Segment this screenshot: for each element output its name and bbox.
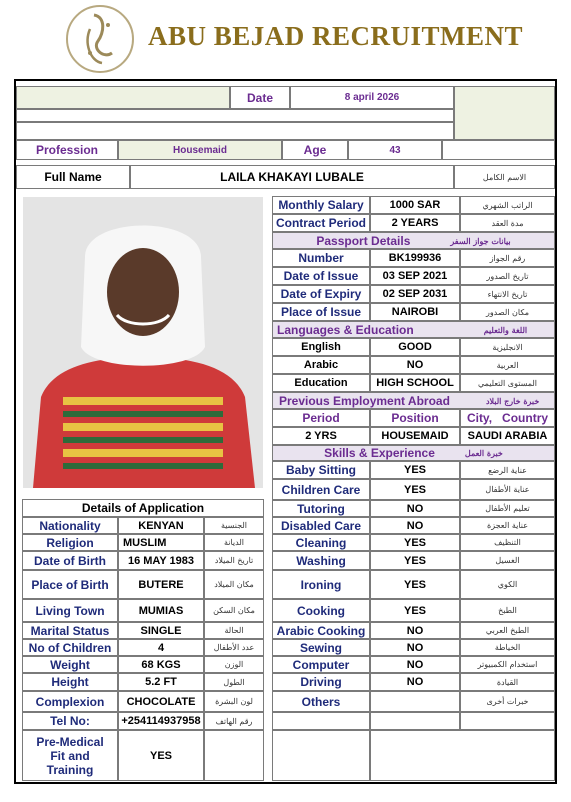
tel-arabic: رقم الهاتف (204, 712, 264, 730)
issue-place-value: NAIROBI (370, 303, 460, 321)
skill-disabled-care-arabic: عناية العجزة (460, 517, 555, 534)
skill-washing-arabic: الغسيل (460, 551, 555, 570)
dob-value: 16 MAY 1983 (118, 551, 204, 570)
dob-arabic: تاريخ الميلاد (204, 551, 264, 570)
salary-label: Monthly Salary (272, 196, 370, 214)
marital-status-value: SINGLE (118, 622, 204, 639)
skill-sewing-label: Sewing (272, 639, 370, 656)
skill-disabled-care-label: Disabled Care (272, 517, 370, 534)
marital-status-label: Marital Status (22, 622, 118, 639)
skill-arabic-cooking-label: Arabic Cooking (272, 622, 370, 639)
others-value (370, 691, 460, 712)
skill-children-care-arabic: عناية الأطفال (460, 479, 555, 500)
date-value: 8 april 2026 (290, 86, 454, 109)
header-blank-right (454, 86, 555, 140)
issue-date-value: 03 SEP 2021 (370, 267, 460, 285)
arabic-label: Arabic (272, 356, 370, 374)
religion-label: Religion (22, 534, 118, 551)
skill-washing-value: YES (370, 551, 460, 570)
others-blank-1a (272, 712, 370, 730)
candidate-photo (23, 197, 263, 488)
company-name: ABU BEJAD RECRUITMENT (148, 21, 524, 51)
salary-arabic: الراتب الشهري (460, 196, 555, 214)
skill-driving-value: NO (370, 673, 460, 691)
passport-number-label: Number (272, 249, 370, 267)
fullname-arabic: الاسم الكامل (454, 165, 555, 189)
others-arabic: خبرات أخرى (460, 691, 555, 712)
employment-position-header: Position (370, 409, 460, 427)
skill-tutoring-arabic: تعليم الأطفال (460, 500, 555, 517)
height-arabic: الطول (204, 673, 264, 691)
living-town-label: Living Town (22, 599, 118, 622)
children-count-label: No of Children (22, 639, 118, 656)
skill-cooking-value: YES (370, 599, 460, 622)
pob-label: Place of Birth (22, 570, 118, 599)
others-blank-1c (460, 712, 555, 730)
skill-computer-arabic: استخدام الكمبيوتر (460, 656, 555, 673)
skill-tutoring-value: NO (370, 500, 460, 517)
expiry-date-value: 02 SEP 2031 (370, 285, 460, 303)
weight-arabic: الوزن (204, 656, 264, 673)
company-logo (60, 3, 140, 75)
skill-children-care-value: YES (370, 479, 460, 500)
employment-section-header: Previous Employment Abroad خبرة خارج البلاد (272, 392, 555, 409)
living-town-arabic: مكان السكن (204, 599, 264, 622)
premedical-arabic (204, 730, 264, 781)
others-label: Others (272, 691, 370, 712)
age-blank (442, 140, 555, 160)
marital-status-arabic: الحالة (204, 622, 264, 639)
education-arabic: المستوى التعليمي (460, 374, 555, 392)
profession-label: Profession (16, 140, 118, 160)
tel-value: +254114937958 (118, 712, 204, 730)
skill-driving-arabic: القيادة (460, 673, 555, 691)
skill-ironing-value: YES (370, 570, 460, 599)
skill-children-care-label: Children Care (272, 479, 370, 500)
children-count-value: 4 (118, 639, 204, 656)
skill-computer-label: Computer (272, 656, 370, 673)
skills-section-header: Skills & Experience خبرة العمل (272, 445, 555, 461)
complexion-value: CHOCOLATE (118, 691, 204, 712)
skill-ironing-label: Ironing (272, 570, 370, 599)
employment-period-header: Period (272, 409, 370, 427)
tel-label: Tel No: (22, 712, 118, 730)
skill-arabic-cooking-arabic: الطبخ العربي (460, 622, 555, 639)
religion-arabic: الديانة (204, 534, 264, 551)
passport-number-value: BK199936 (370, 249, 460, 267)
arabic-arabic: العربية (460, 356, 555, 374)
issue-place-label: Place of Issue (272, 303, 370, 321)
pob-value: BUTERE (118, 570, 204, 599)
skill-baby-sitting-value: YES (370, 461, 460, 479)
employment-position-value: HOUSEMAID (370, 427, 460, 445)
dob-label: Date of Birth (22, 551, 118, 570)
skill-sewing-value: NO (370, 639, 460, 656)
passport-number-arabic: رقم الجواز (460, 249, 555, 267)
profession-value: Housemaid (118, 140, 282, 160)
fullname-label: Full Name (16, 165, 130, 189)
employment-country-header: City, Country (460, 409, 555, 427)
height-value: 5.2 FT (118, 673, 204, 691)
issue-place-arabic: مكان الصدور (460, 303, 555, 321)
skill-computer-value: NO (370, 656, 460, 673)
skill-arabic-cooking-value: NO (370, 622, 460, 639)
skill-washing-label: Washing (272, 551, 370, 570)
contract-label: Contract Period (272, 214, 370, 232)
contract-value: 2 YEARS (370, 214, 460, 232)
weight-label: Weight (22, 656, 118, 673)
arabic-value: NO (370, 356, 460, 374)
living-town-value: MUMIAS (118, 599, 204, 622)
nationality-label: Nationality (22, 517, 118, 534)
skill-cleaning-value: YES (370, 534, 460, 551)
expiry-date-label: Date of Expiry (272, 285, 370, 303)
pob-arabic: مكان الميلاد (204, 570, 264, 599)
salary-value: 1000 SAR (370, 196, 460, 214)
languages-section-header: Languages & Education اللغة والتعليم (272, 321, 555, 338)
complexion-label: Complexion (22, 691, 118, 712)
header-blank-left (16, 86, 230, 109)
others-blank-2a (272, 730, 370, 781)
header-blank-row-1 (16, 109, 454, 122)
premedical-value: YES (118, 730, 204, 781)
skill-cooking-label: Cooking (272, 599, 370, 622)
age-value: 43 (348, 140, 442, 160)
children-count-arabic: عدد الأطفال (204, 639, 264, 656)
nationality-arabic: الجنسية (204, 517, 264, 534)
english-label: English (272, 338, 370, 356)
employment-country-value: SAUDI ARABIA (460, 427, 555, 445)
issue-date-arabic: تاريخ الصدور (460, 267, 555, 285)
application-section-header: Details of Application (22, 499, 264, 517)
skill-cleaning-arabic: التنظيف (460, 534, 555, 551)
nationality-value: KENYAN (118, 517, 204, 534)
height-label: Height (22, 673, 118, 691)
skill-ironing-arabic: الكوي (460, 570, 555, 599)
date-label: Date (230, 86, 290, 109)
religion-value: MUSLIM (118, 534, 204, 551)
skill-baby-sitting-label: Baby Sitting (272, 461, 370, 479)
weight-value: 68 KGS (118, 656, 204, 673)
english-arabic: الانجليزية (460, 338, 555, 356)
fullname-value: LAILA KHAKAYI LUBALE (130, 165, 454, 189)
skill-baby-sitting-arabic: عناية الرضع (460, 461, 555, 479)
skill-driving-label: Driving (272, 673, 370, 691)
contract-arabic: مدة العقد (460, 214, 555, 232)
passport-section-header: Passport Details بيانات جواز السفر (272, 232, 555, 249)
skill-tutoring-label: Tutoring (272, 500, 370, 517)
age-label: Age (282, 140, 348, 160)
english-value: GOOD (370, 338, 460, 356)
education-value: HIGH SCHOOL (370, 374, 460, 392)
education-label: Education (272, 374, 370, 392)
issue-date-label: Date of Issue (272, 267, 370, 285)
employment-period-value: 2 YRS (272, 427, 370, 445)
header-blank-row-2 (16, 122, 454, 140)
skill-cooking-arabic: الطبخ (460, 599, 555, 622)
premedical-label: Pre-Medical Fit and Training (22, 730, 118, 781)
complexion-arabic: لون البشرة (204, 691, 264, 712)
expiry-date-arabic: تاريخ الانتهاء (460, 285, 555, 303)
skill-sewing-arabic: الخياطة (460, 639, 555, 656)
others-blank-2b (370, 730, 555, 781)
skill-disabled-care-value: NO (370, 517, 460, 534)
others-blank-1b (370, 712, 460, 730)
skill-cleaning-label: Cleaning (272, 534, 370, 551)
